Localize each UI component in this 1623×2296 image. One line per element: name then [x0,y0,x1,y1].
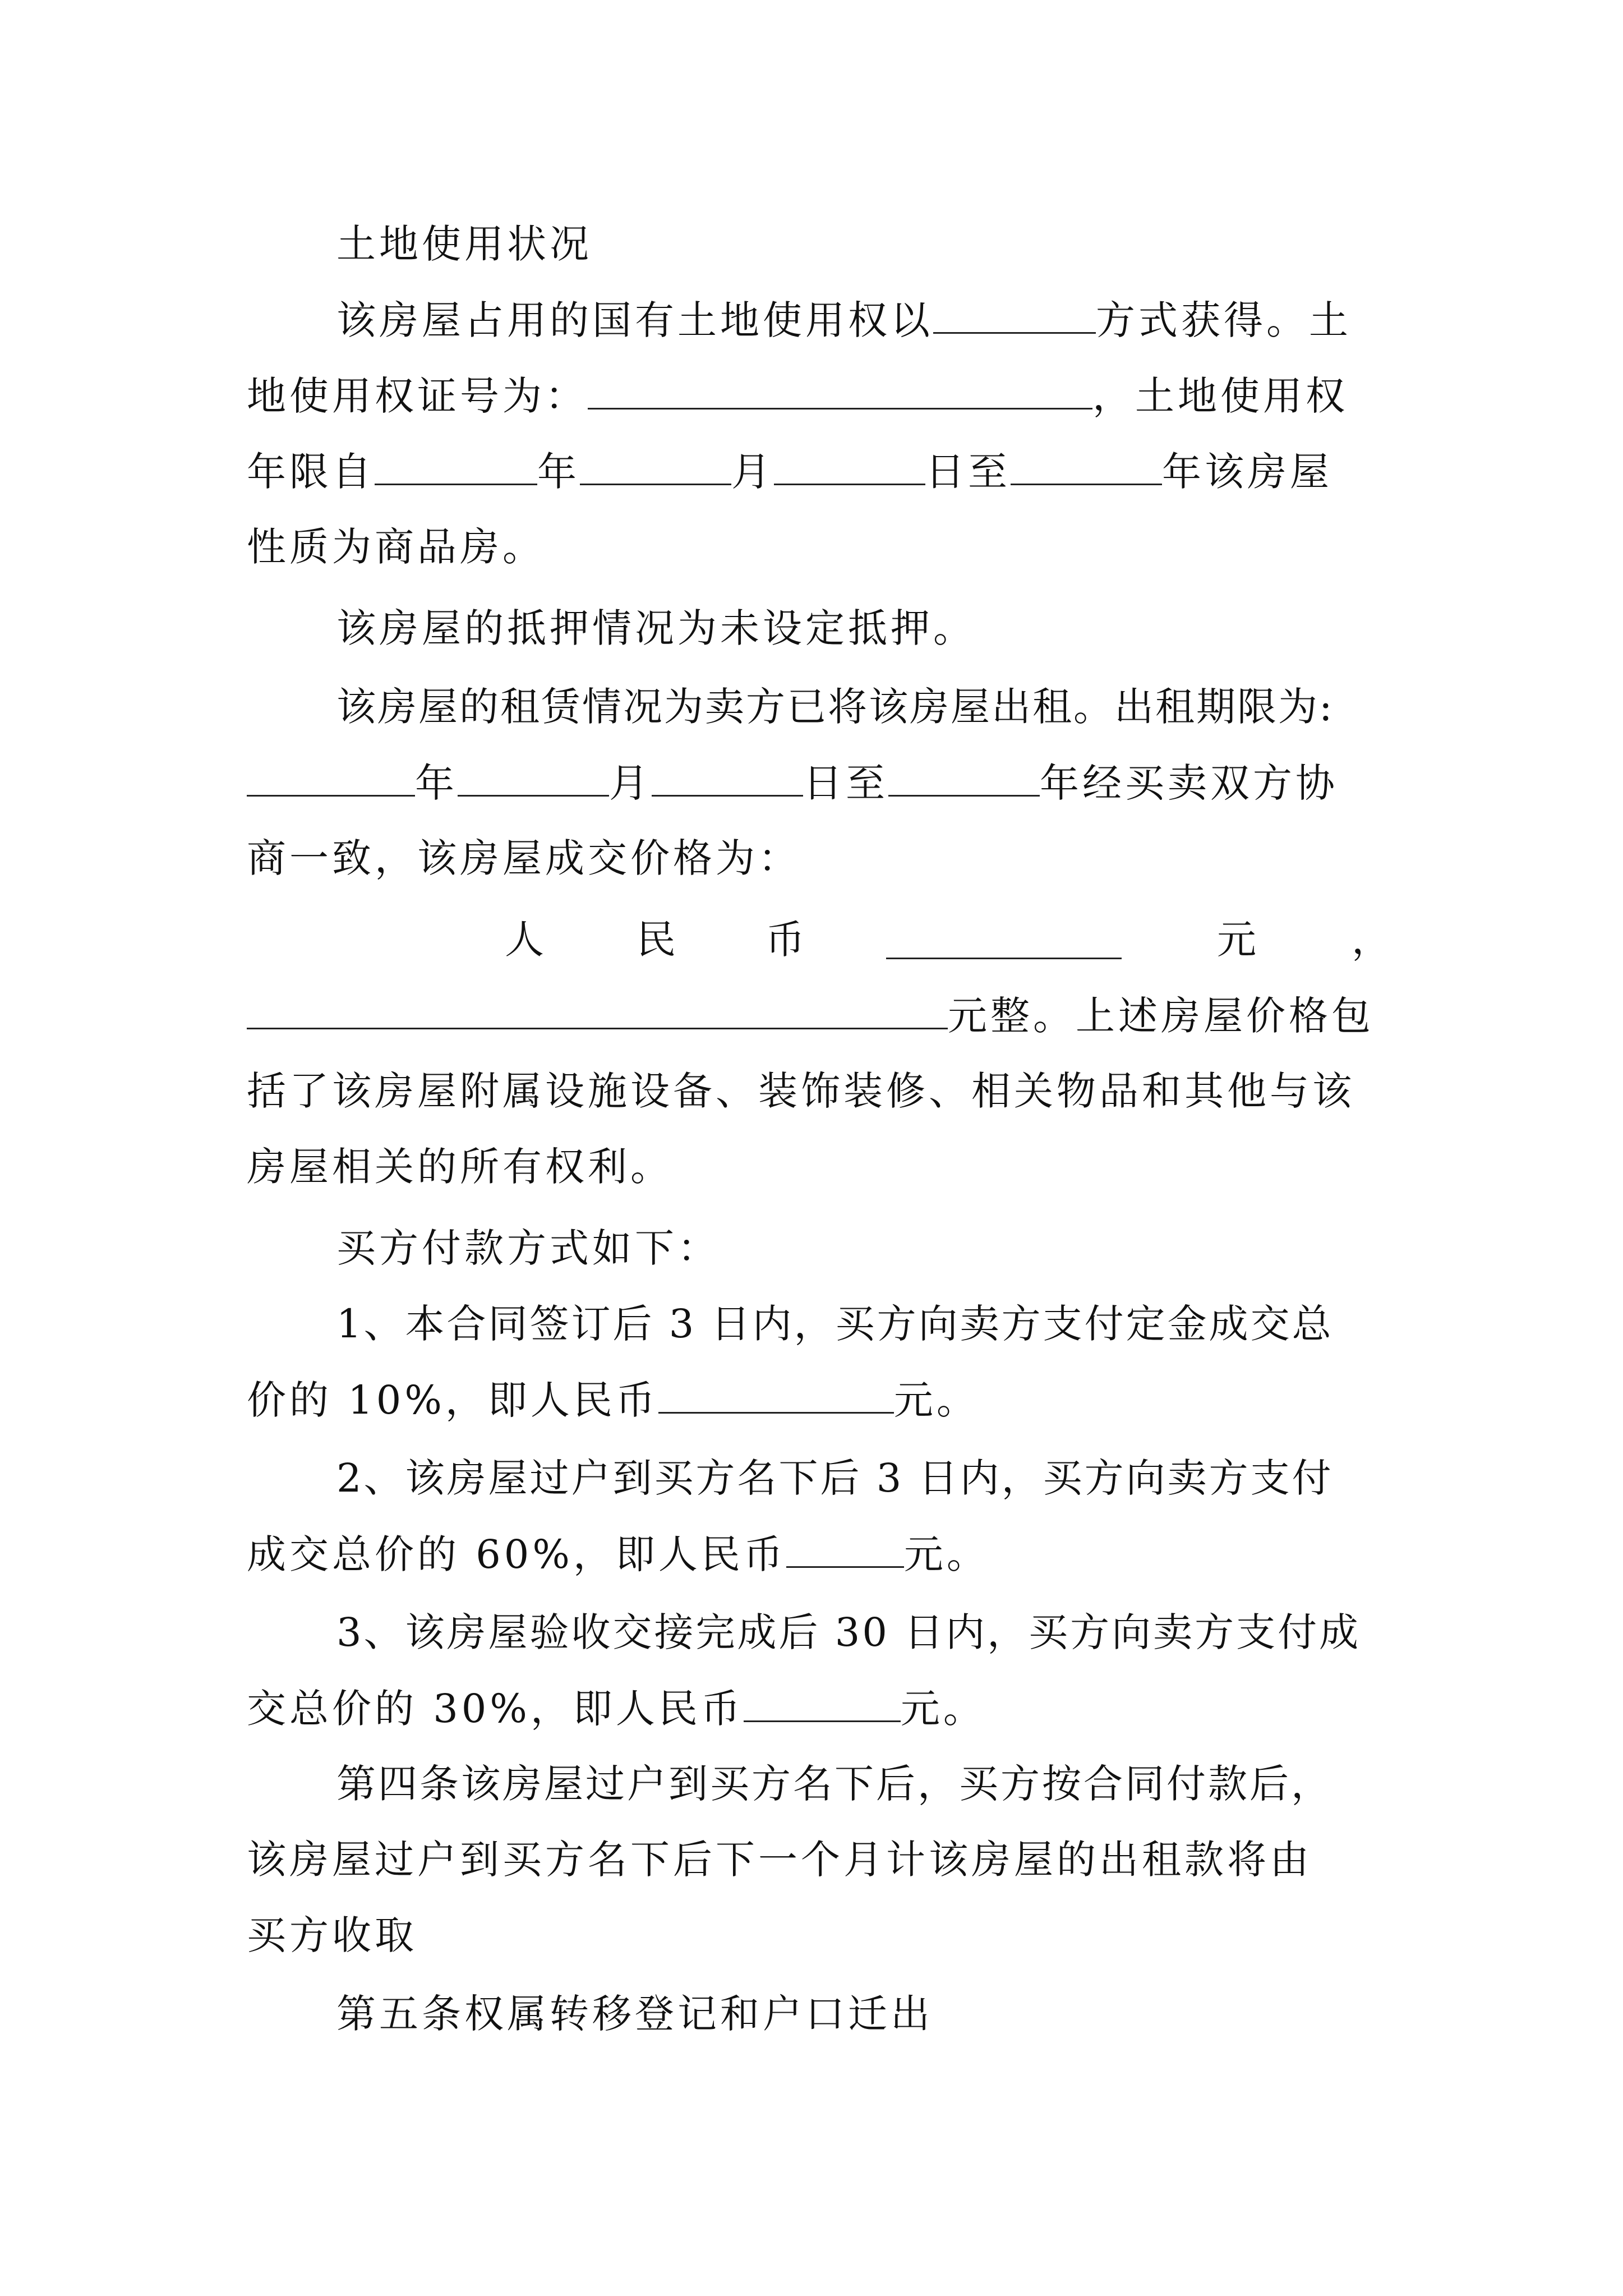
land-use-heading: 土地使用状况 [336,221,592,267]
paragraph-payment-2-line-1 [336,1450,1334,1506]
blank-lease-start-day[interactable] [652,754,803,797]
text: 月 [731,449,774,495]
paragraph-land-use-heading [336,216,592,272]
paragraph-land-use-line-4 [247,519,545,575]
text: 1、本合同签订后 3 日内，买方向卖方支付定金成交总 [336,1301,1334,1347]
text: 3、该房屋验收交接完成后 30 日内，买方向卖方支付成 [336,1609,1361,1655]
text: 第五条权属转移登记和户口迁出 [336,1991,933,2037]
text: 买方收取 [247,1912,417,1958]
paragraph-payment-3-line-1 [336,1604,1361,1660]
text: 日至 [803,760,888,806]
paragraph-price-line-1 [247,987,1374,1044]
blank-acquisition-method[interactable] [933,292,1096,334]
blank-price-amount[interactable] [886,917,1122,959]
paragraph-lease-line-1 [336,679,1334,735]
text: 该房屋的租赁情况为卖方已将该房屋出租。出租期限为: [336,684,1334,730]
paragraph-lease-line-2 [247,754,1338,811]
text: 年 [537,449,580,495]
paragraph-land-use-line-1 [336,292,1352,348]
rmb-char-2: 民 [637,917,676,963]
blank-second-payment-amount[interactable] [786,1526,904,1568]
text: 地使用权证号为： [247,373,588,419]
paragraph-payment-1-line-2 [247,1372,979,1428]
blank-start-month[interactable] [580,443,731,485]
paragraph-land-use-line-3 [247,443,1332,500]
text: 买方付款方式如下： [336,1225,720,1271]
blank-end-year[interactable] [1011,443,1162,485]
rmb-char-4: 元 [1217,917,1256,963]
text: 方式获得。土 [1096,297,1352,343]
blank-price-in-words[interactable] [247,987,948,1029]
paragraph-payment-heading [336,1220,720,1276]
blank-lease-start-month[interactable] [458,754,609,797]
text: 该房屋占用的国有土地使用权以 [336,297,933,343]
blank-certificate-number[interactable] [588,367,1092,409]
text: 元整。上述房屋价格包 [948,993,1374,1039]
text: 房屋相关的所有权利。 [247,1144,673,1190]
text: 年 [415,760,458,806]
paragraph-price-line-3 [247,1139,673,1195]
paragraph-land-use-line-2 [247,367,1348,424]
text: 成交总价的 60%，即人民币 [247,1531,786,1577]
blank-lease-start-year[interactable] [247,754,415,797]
paragraph-payment-3-line-2 [247,1680,986,1737]
text: 年经买卖双方协 [1040,760,1338,806]
rmb-char-5: ， [1352,917,1391,963]
paragraph-article-5-heading [336,1986,933,2042]
text: 年限自 [247,449,375,495]
rmb-char-3: 币 [766,917,805,963]
text: 月 [609,760,652,806]
paragraph-article-4-line-1 [336,1756,1332,1812]
text: 日至 [925,449,1011,495]
blank-deposit-amount[interactable] [658,1372,894,1414]
text: 元。 [903,1531,989,1577]
paragraph-article-4-line-2 [247,1832,1312,1888]
blank-start-day[interactable] [774,443,925,485]
blank-final-payment-amount[interactable] [744,1680,901,1722]
text: 性质为商品房。 [247,524,545,570]
paragraph-payment-1-line-1 [336,1296,1334,1352]
paragraph-price-line-2 [247,1063,1355,1119]
text: 2、该房屋过户到买方名下后 3 日内，买方向卖方支付 [336,1455,1334,1501]
blank-start-year[interactable] [375,443,537,485]
text: 括了该房屋附属设施设备、装饰装修、相关物品和其他与该 [247,1068,1355,1114]
text: 第四条该房屋过户到买方名下后，买方按合同付款后， [336,1761,1332,1807]
text: 价的 10%，即人民币 [247,1377,658,1423]
text: 该房屋的抵押情况为未设定抵押。 [336,605,976,651]
text: 元。 [893,1377,979,1423]
text: 交总价的 30%，即人民币 [247,1686,744,1732]
text: 该房屋过户到买方名下后下一个月计该房屋的出租款将由 [247,1837,1312,1883]
text: 元。 [900,1686,986,1732]
rmb-char-1: 人 [505,917,544,963]
paragraph-lease-line-3 [247,830,801,886]
paragraph-mortgage [336,600,976,656]
text: ，土地使用权 [1092,373,1348,419]
paragraph-payment-2-line-2 [247,1526,989,1582]
text: 年该房屋 [1162,449,1332,495]
paragraph-article-4-line-3 [247,1907,417,1963]
blank-lease-end-year[interactable] [888,754,1040,797]
text: 商一致，该房屋成交价格为： [247,835,801,881]
